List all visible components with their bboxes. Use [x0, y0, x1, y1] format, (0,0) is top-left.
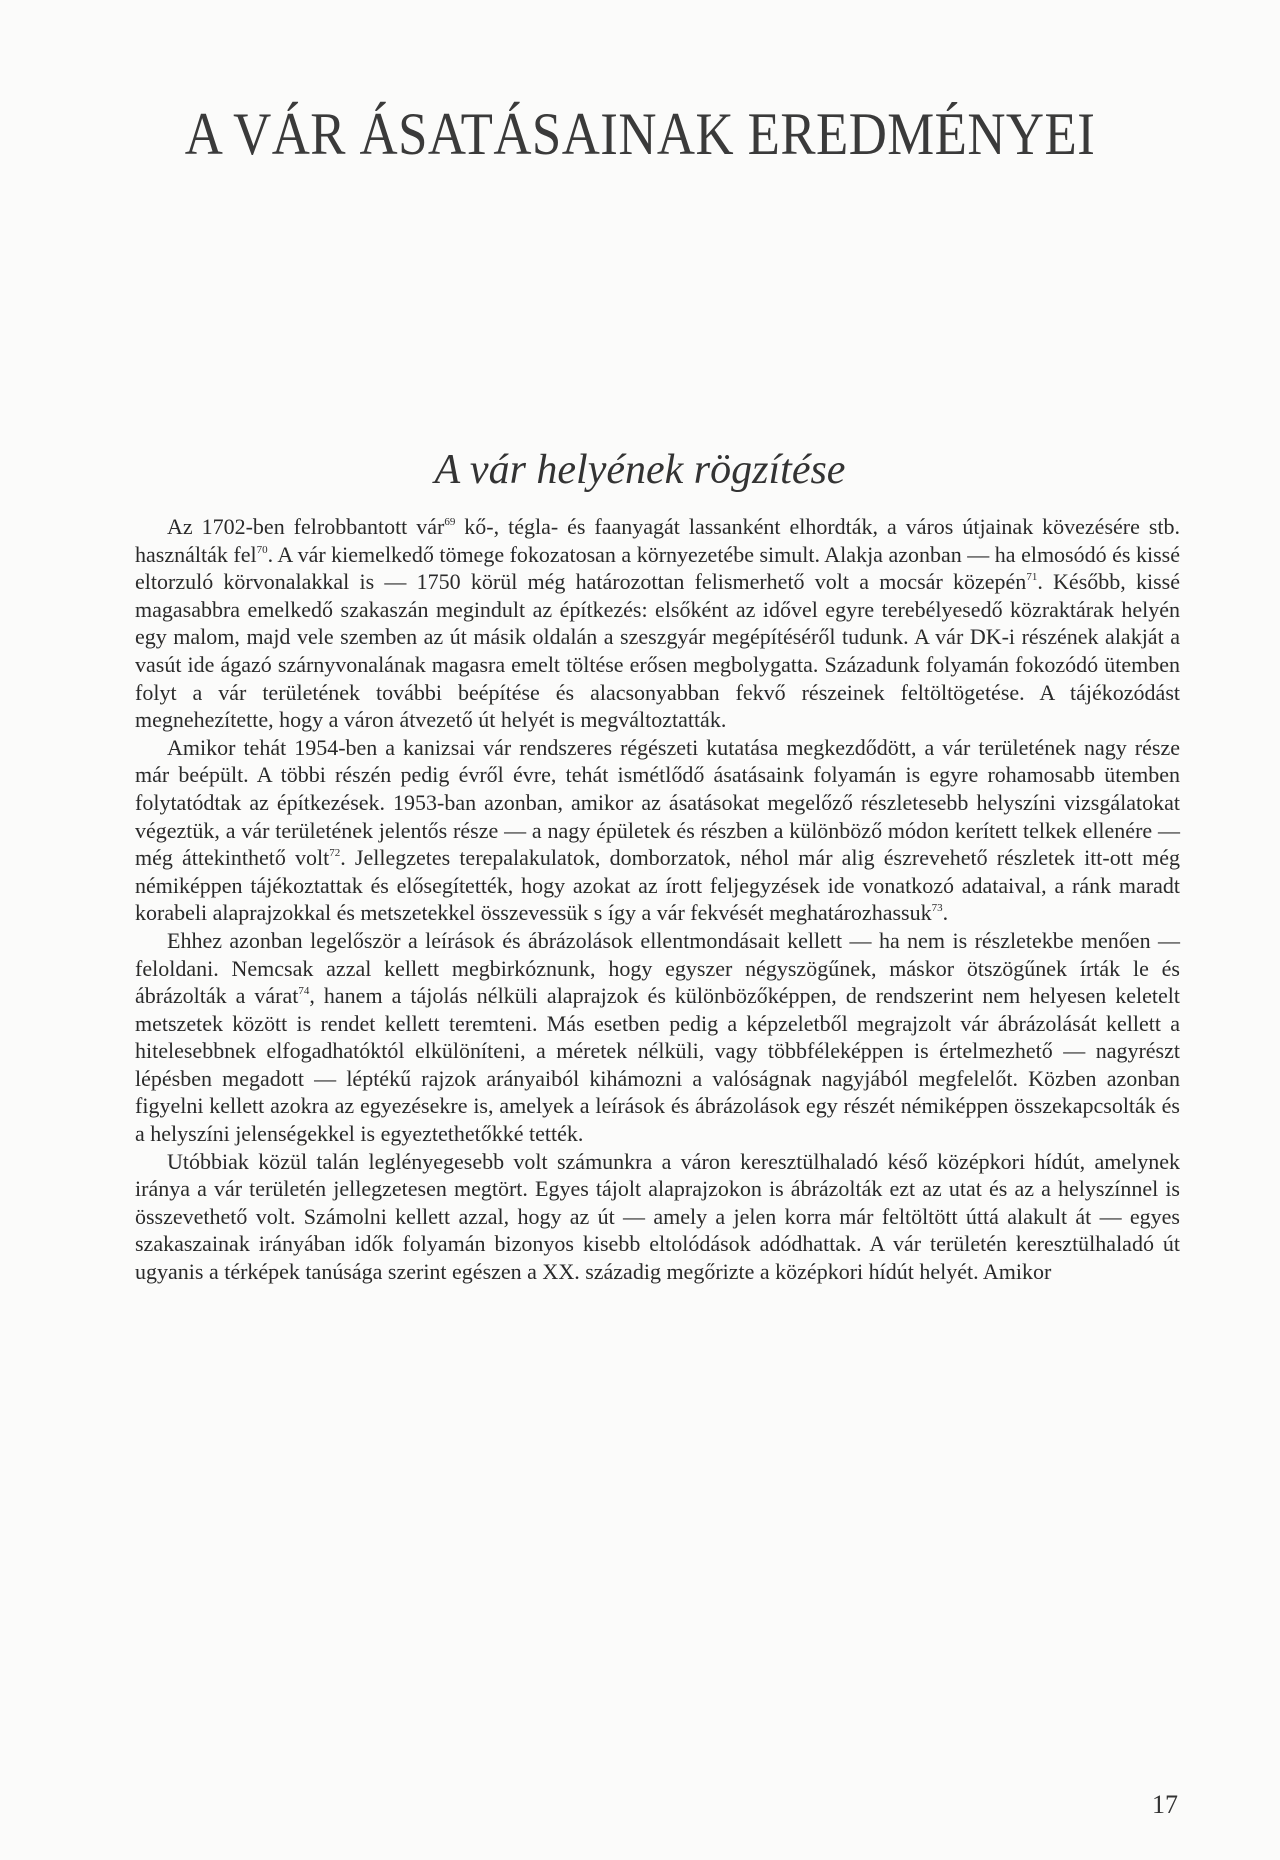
text-run: kő-, tégla- és faanyagát lassanként elhordták, a város útjainak kövezésére stb. használták fel — [135, 514, 1180, 567]
text-run: Ehhez azonban legelőször a leírások és ábrázolások ellentmondásait kellett — ha nem is részletekbe menően — feloldani. Nemcsak azzal kellett megbirkóznunk, hogy egyszer négyszögűnek, máskor ötszögűnek írták le és ábrázolták a várat — [135, 927, 1180, 1009]
paragraph — [135, 734, 1180, 927]
page-title: A VÁR ÁSATÁSAINAK EREDMÉNYEI — [184, 101, 1096, 167]
paragraph — [135, 1148, 1180, 1286]
text-run: . Jellegzetes terepalakulatok, domborzatok, néhol már alig észrevehető részletek itt-ott még némiképpen tájékoztattak és elősegítették, hogy azokat az írott feljegyzések ide vonatkozó adataival, a ránk maradt korabeli alaprajzokkal és metszetekkel összevessük s így a vár fekvését meghatározhassuk — [135, 845, 1180, 926]
text-run: . — [942, 900, 949, 926]
text-run: Utóbbiak közül talán leglényegesebb volt számunkra a váron keresztülhaladó késő középkori hídút, amelynek iránya a vár területén jellegzetesen megtört. Egyes tájolt alaprajzokon is ábrázolták ezt az utat és az a helyszínnel is összevethető volt. Számolni kellett azzal, hogy az út — amely a jelen korra már feltöltött úttá alakult át — egyes szakaszainak irányában idők folyamán bizonyos kisebb eltolódások adódhattak. A vár területén keresztülhaladó út ugyanis a térképek tanúsága szerint egészen a XX. századig megőrizte a középkori hídút helyét. Amikor — [135, 1148, 1180, 1285]
text-run: Amikor tehát 1954-ben a kanizsai vár rendszeres régészeti kutatása megkezdődött, a vár területének nagy része már beépült. A többi részén pedig évről évre, tehát ismétlődő ásatásaink folyamán is egyre rohamosabb ütemben folytatódtak az építkezések. 1953-ban azonban, amikor az ásatásokat megelőző részletesebb helyszíni vizsgálatokat végeztük, a vár területének jelentős része — a nagy épületek és részben a különböző módon kerített telkek ellenére — még áttekinthető volt — [135, 734, 1180, 871]
footnote-ref: 72 — [329, 847, 341, 860]
footnote-ref: 69 — [444, 516, 456, 528]
page-number: 17 — [1152, 1790, 1178, 1819]
footnote-ref: 70 — [256, 543, 268, 556]
footnote-ref: 71 — [1026, 571, 1038, 584]
paragraph — [135, 513, 1180, 734]
body-text — [135, 513, 1180, 1286]
footnote-ref: 74 — [298, 985, 310, 998]
text-run: , hanem a tájolás nélküli alaprajzok és különbözőképpen, de rendszerint nem helyesen keletelt metszetek között is rendet kellett teremteni. Más esetben pedig a képzeletből megrajzolt vár ábrázolását kellett a hitelesebbnek elfogadhatóktól elkülöníteni, a méretek nélküli, vagy többféleképpen is értelmezhető — nagyrészt lépésben megadott — léptékű rajzok arányaiból kihámozni a valóságnak nagyjából megfelelőt. Közben azonban figyelni kellett azokra az egyezésekre is, amelyek a leírások és ábrázolások egy részét némiképpen összekapcsolták és a helyszíni jelenségekkel is egyeztethetőkké tették. — [135, 983, 1180, 1147]
section-title: A vár helyének rögzítése — [434, 447, 846, 493]
text-run: . A vár kiemelkedő tömege fokozatosan a környezetébe simult. Alakja azonban — ha elmosódó és kissé eltorzuló körvonalakkal is — 1750 körül még határozottan felismerhető volt a mocsár közepén — [135, 541, 1180, 595]
footnote-ref: 73 — [931, 902, 943, 915]
text-run: Az 1702-ben felrobbantott vár — [167, 514, 445, 539]
text-run: . Később, kissé magasabbra emelkedő szakaszán megindult az építkezés: elsőként az idővel egyre terebélyesedő közraktárak helyén egy malom, majd vele szemben az út másik oldalán a szeszgyár megépítéséről tudunk. A vár DK-i részének alakját a vasút ide ágazó szárnyvonalának magasra emelt töltése erősen megbolygatta. Századunk folyamán fokozódó ütemben folyt a vár területének további beépítése és alacsonyabban fekvő részeinek feltöltögetése. A tájékozódást megnehezítette, hogy a váron átvezető út helyét is megváltoztatták. — [135, 569, 1180, 733]
paragraph — [135, 927, 1180, 1148]
